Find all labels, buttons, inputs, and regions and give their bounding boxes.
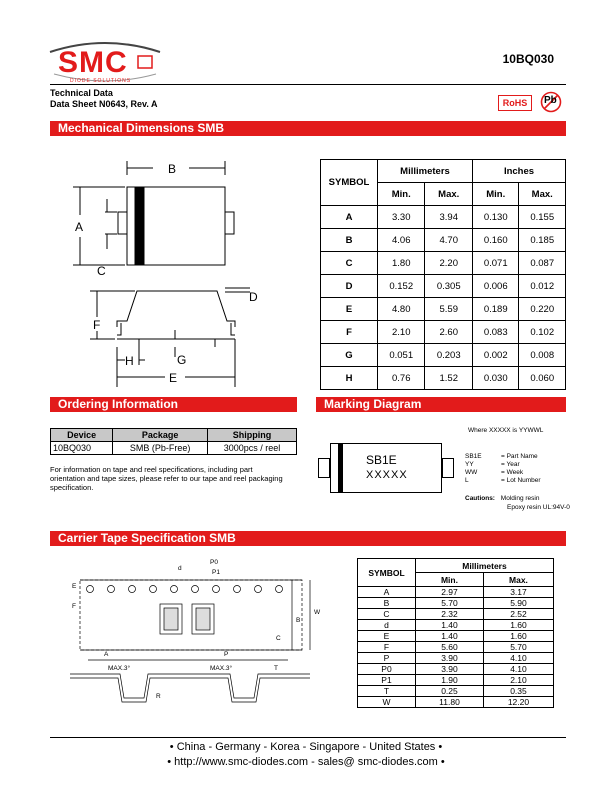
dim-cell-imax: 0.102 — [519, 321, 566, 344]
doc-type: Technical Data — [50, 88, 113, 98]
legend-key: SB1E — [465, 453, 482, 460]
sprocket-hole — [129, 586, 136, 593]
dim-row — [321, 321, 566, 344]
dim-cell-mmin: 4.06 — [378, 229, 425, 252]
legend-row — [465, 453, 541, 461]
sprocket-hole — [108, 586, 115, 593]
tape-row — [358, 697, 554, 708]
tape-symbol-header: SYMBOL — [358, 559, 416, 587]
dim-cell-imax: 0.008 — [519, 344, 566, 367]
dim-cell-mmin: 3.30 — [378, 206, 425, 229]
tape-cell-s: F — [358, 642, 416, 653]
dim-cell-imin: 0.002 — [473, 344, 519, 367]
tape-cell-max: 2.52 — [483, 609, 553, 620]
sprocket-hole — [255, 586, 262, 593]
cautions-label: Cautions: — [465, 495, 495, 502]
tape-row — [358, 609, 554, 620]
tape-cell-min: 2.97 — [416, 587, 484, 598]
tape-cell-min: 2.32 — [416, 609, 484, 620]
sprocket-hole — [192, 586, 199, 593]
sprocket-hole — [213, 586, 220, 593]
tape-row — [358, 598, 554, 609]
tape-row — [358, 620, 554, 631]
dim-cell-mmin: 0.152 — [378, 275, 425, 298]
tape-cell-min: 1.40 — [416, 631, 484, 642]
tape-label-a: A — [104, 651, 109, 658]
tape-cell-max: 1.60 — [483, 620, 553, 631]
tape-label-max-right: MAX.3° — [210, 665, 233, 672]
dim-row — [321, 252, 566, 275]
footer-contact: • http://www.smc-diodes.com - sales@ smc-diodes.com • — [167, 756, 445, 768]
sprocket-hole — [87, 586, 94, 593]
dim-row — [321, 206, 566, 229]
tape-cell-max: 3.17 — [483, 587, 553, 598]
footer-rule — [50, 737, 566, 738]
dimensions-table — [320, 159, 566, 390]
tape-cell-max: 5.90 — [483, 598, 553, 609]
dim-mm-min: Min. — [378, 183, 425, 206]
dim-cell-imin: 0.189 — [473, 298, 519, 321]
dim-cell-imax: 0.185 — [519, 229, 566, 252]
marking-where: Where XXXXX is YYWWL — [468, 427, 544, 434]
logo-text: SMC — [58, 46, 128, 79]
tape-body — [358, 587, 554, 708]
tape-cell-min: 1.90 — [416, 675, 484, 686]
legend-key: YY — [465, 461, 474, 468]
marking-cathode-band — [338, 443, 343, 493]
header-rule — [50, 84, 566, 85]
sprocket-hole — [171, 586, 178, 593]
tape-cell-min: 11.80 — [416, 697, 484, 708]
marking-cautions — [465, 494, 570, 512]
tape-cell-max: 12.20 — [483, 697, 553, 708]
dim-cell-imin: 0.006 — [473, 275, 519, 298]
dim-symbol-header: SYMBOL — [321, 160, 378, 206]
sprocket-hole — [234, 586, 241, 593]
marking-lead-right — [442, 458, 454, 478]
tape-cell-min: 5.60 — [416, 642, 484, 653]
dim-cell-imin: 0.030 — [473, 367, 519, 390]
dim-cell-mmax: 5.59 — [425, 298, 473, 321]
ord-shipping-header: Shipping — [207, 429, 296, 442]
tape-cell-s: B — [358, 598, 416, 609]
tape-cell-min: 0.25 — [416, 686, 484, 697]
dim-cell-s: H — [321, 367, 378, 390]
legend-value: = Part Name — [501, 453, 538, 460]
marking-legend — [465, 453, 541, 485]
legend-row — [465, 469, 541, 477]
tape-label-f: F — [72, 603, 76, 610]
tape-label-w: W — [314, 609, 321, 616]
legend-value: = Week — [501, 469, 524, 476]
dim-cell-mmax: 1.52 — [425, 367, 473, 390]
pb-free-icon — [540, 91, 562, 113]
tape-cell-s: E — [358, 631, 416, 642]
dim-cell-imax: 0.155 — [519, 206, 566, 229]
tape-cell-max: 4.10 — [483, 664, 553, 675]
dim-cell-mmax: 3.94 — [425, 206, 473, 229]
dim-cell-mmin: 2.10 — [378, 321, 425, 344]
tape-mm-header: Millimeters — [416, 559, 554, 573]
tape-cell-s: A — [358, 587, 416, 598]
tape-row — [358, 664, 554, 675]
marking-lead-left — [318, 458, 330, 478]
dim-cell-imax: 0.012 — [519, 275, 566, 298]
tape-cell-s: P1 — [358, 675, 416, 686]
dim-cell-mmax: 2.20 — [425, 252, 473, 275]
dim-cell-mmin: 4.80 — [378, 298, 425, 321]
tape-label-t: T — [274, 665, 278, 672]
dim-cell-imin: 0.130 — [473, 206, 519, 229]
tape-label-r: R — [156, 693, 161, 700]
ord-device: 10BQ030 — [51, 442, 113, 455]
tape-label-e: E — [72, 583, 77, 590]
logo — [40, 38, 170, 84]
tape-cell-s: P0 — [358, 664, 416, 675]
dim-cell-imin: 0.071 — [473, 252, 519, 275]
tape-cell-s: T — [358, 686, 416, 697]
tape-label-max-left: MAX.3° — [108, 665, 131, 672]
tape-cell-s: C — [358, 609, 416, 620]
dim-mm-header: Millimeters — [378, 160, 473, 183]
tape-cell-max: 5.70 — [483, 642, 553, 653]
legend-row — [465, 461, 541, 469]
part-number: 10BQ030 — [502, 52, 554, 66]
ord-package-header: Package — [113, 429, 208, 442]
section-marking: Marking Diagram — [316, 397, 566, 412]
tape-cell-max: 4.10 — [483, 653, 553, 664]
pb-label: Pb — [544, 95, 557, 106]
dim-cell-imax: 0.060 — [519, 367, 566, 390]
label-g: G — [177, 353, 187, 367]
tape-cell-s: P — [358, 653, 416, 664]
dim-cell-mmin: 0.76 — [378, 367, 425, 390]
carrier-tape-drawing — [60, 556, 340, 716]
tape-cell-min: 5.70 — [416, 598, 484, 609]
tape-row — [358, 686, 554, 697]
tape-label-c: C — [276, 635, 281, 642]
dim-cell-s: A — [321, 206, 378, 229]
tape-label-b: B — [296, 617, 301, 624]
marking-line1: SB1E — [366, 453, 397, 467]
tape-row — [358, 675, 554, 686]
legend-key: WW — [465, 469, 478, 476]
tape-cell-max: 0.35 — [483, 686, 553, 697]
dim-cell-s: E — [321, 298, 378, 321]
ord-device-header: Device — [51, 429, 113, 442]
dim-cell-mmax: 0.305 — [425, 275, 473, 298]
dim-cell-mmin: 0.051 — [378, 344, 425, 367]
label-b: B — [168, 162, 177, 176]
tape-cell-min: 1.40 — [416, 620, 484, 631]
dim-cell-s: C — [321, 252, 378, 275]
ordering-note: For information on tape and reel specifications, including part orientation and tape sizes, please refer to our tape and reel packaging specification. — [50, 465, 283, 492]
mechanical-drawing — [55, 155, 270, 390]
section-ordering: Ordering Information — [50, 397, 297, 412]
dim-cell-s: F — [321, 321, 378, 344]
tape-cell-s: d — [358, 620, 416, 631]
tape-label-d: d — [178, 565, 182, 572]
caution-2: Epoxy resin UL:94V-0 — [507, 504, 570, 511]
dim-row — [321, 275, 566, 298]
tape-cell-max: 1.60 — [483, 631, 553, 642]
dim-cell-s: G — [321, 344, 378, 367]
tape-cell-s: W — [358, 697, 416, 708]
dim-cell-mmax: 4.70 — [425, 229, 473, 252]
marking-package — [318, 443, 455, 493]
tape-row — [358, 653, 554, 664]
doc-number: Data Sheet N0643, Rev. A — [50, 99, 158, 109]
tape-cell-min: 3.90 — [416, 653, 484, 664]
tape-min-header: Min. — [416, 573, 484, 587]
caution-1: Molding resin — [500, 495, 540, 502]
ord-package: SMB (Pb-Free) — [113, 442, 208, 455]
sprocket-hole — [276, 586, 283, 593]
legend-value: = Lot Number — [501, 477, 541, 484]
label-a: A — [75, 220, 84, 234]
ord-shipping: 3000pcs / reel — [207, 442, 296, 455]
dim-in-header: Inches — [473, 160, 566, 183]
dim-row — [321, 367, 566, 390]
tape-cell-max: 2.10 — [483, 675, 553, 686]
marking-body — [330, 443, 442, 493]
dim-cell-mmax: 0.203 — [425, 344, 473, 367]
legend-key: L — [465, 477, 469, 484]
tape-row — [358, 642, 554, 653]
dim-row — [321, 298, 566, 321]
dim-cell-mmax: 2.60 — [425, 321, 473, 344]
legend-value: = Year — [501, 461, 520, 468]
logo-subtitle: DIODE SOLUTIONS — [70, 78, 132, 84]
dim-in-max: Max. — [519, 183, 566, 206]
label-f: F — [93, 318, 101, 332]
marking-line2: XXXXX — [366, 469, 408, 481]
tape-row — [358, 587, 554, 598]
dim-cell-s: D — [321, 275, 378, 298]
label-e: E — [169, 371, 178, 385]
dim-cell-mmin: 1.80 — [378, 252, 425, 275]
dim-cell-imax: 0.220 — [519, 298, 566, 321]
tape-label-p: P — [224, 651, 229, 658]
footer-countries: • China - Germany - Korea - Singapore - United States • — [169, 741, 443, 753]
legend-row — [465, 477, 541, 485]
dim-cell-imin: 0.160 — [473, 229, 519, 252]
tape-max-header: Max. — [483, 573, 553, 587]
dim-mm-max: Max. — [425, 183, 473, 206]
dim-body — [321, 206, 566, 390]
section-carrier: Carrier Tape Specification SMB — [50, 531, 566, 546]
sprocket-hole — [150, 586, 157, 593]
label-d: D — [249, 290, 258, 304]
dim-in-min: Min. — [473, 183, 519, 206]
section-mechanical: Mechanical Dimensions SMB — [50, 121, 566, 136]
label-c: C — [97, 264, 106, 278]
tape-label-p1: P1 — [212, 569, 220, 576]
dim-row — [321, 344, 566, 367]
tape-label-p0: P0 — [210, 559, 218, 566]
tape-cell-min: 3.90 — [416, 664, 484, 675]
tape-table — [357, 558, 554, 708]
rohs-badge: RoHS — [498, 95, 532, 111]
dim-cell-imin: 0.083 — [473, 321, 519, 344]
dim-cell-imax: 0.087 — [519, 252, 566, 275]
label-h: H — [125, 354, 134, 368]
tape-row — [358, 631, 554, 642]
dim-cell-s: B — [321, 229, 378, 252]
dim-row — [321, 229, 566, 252]
ordering-table — [50, 428, 297, 455]
